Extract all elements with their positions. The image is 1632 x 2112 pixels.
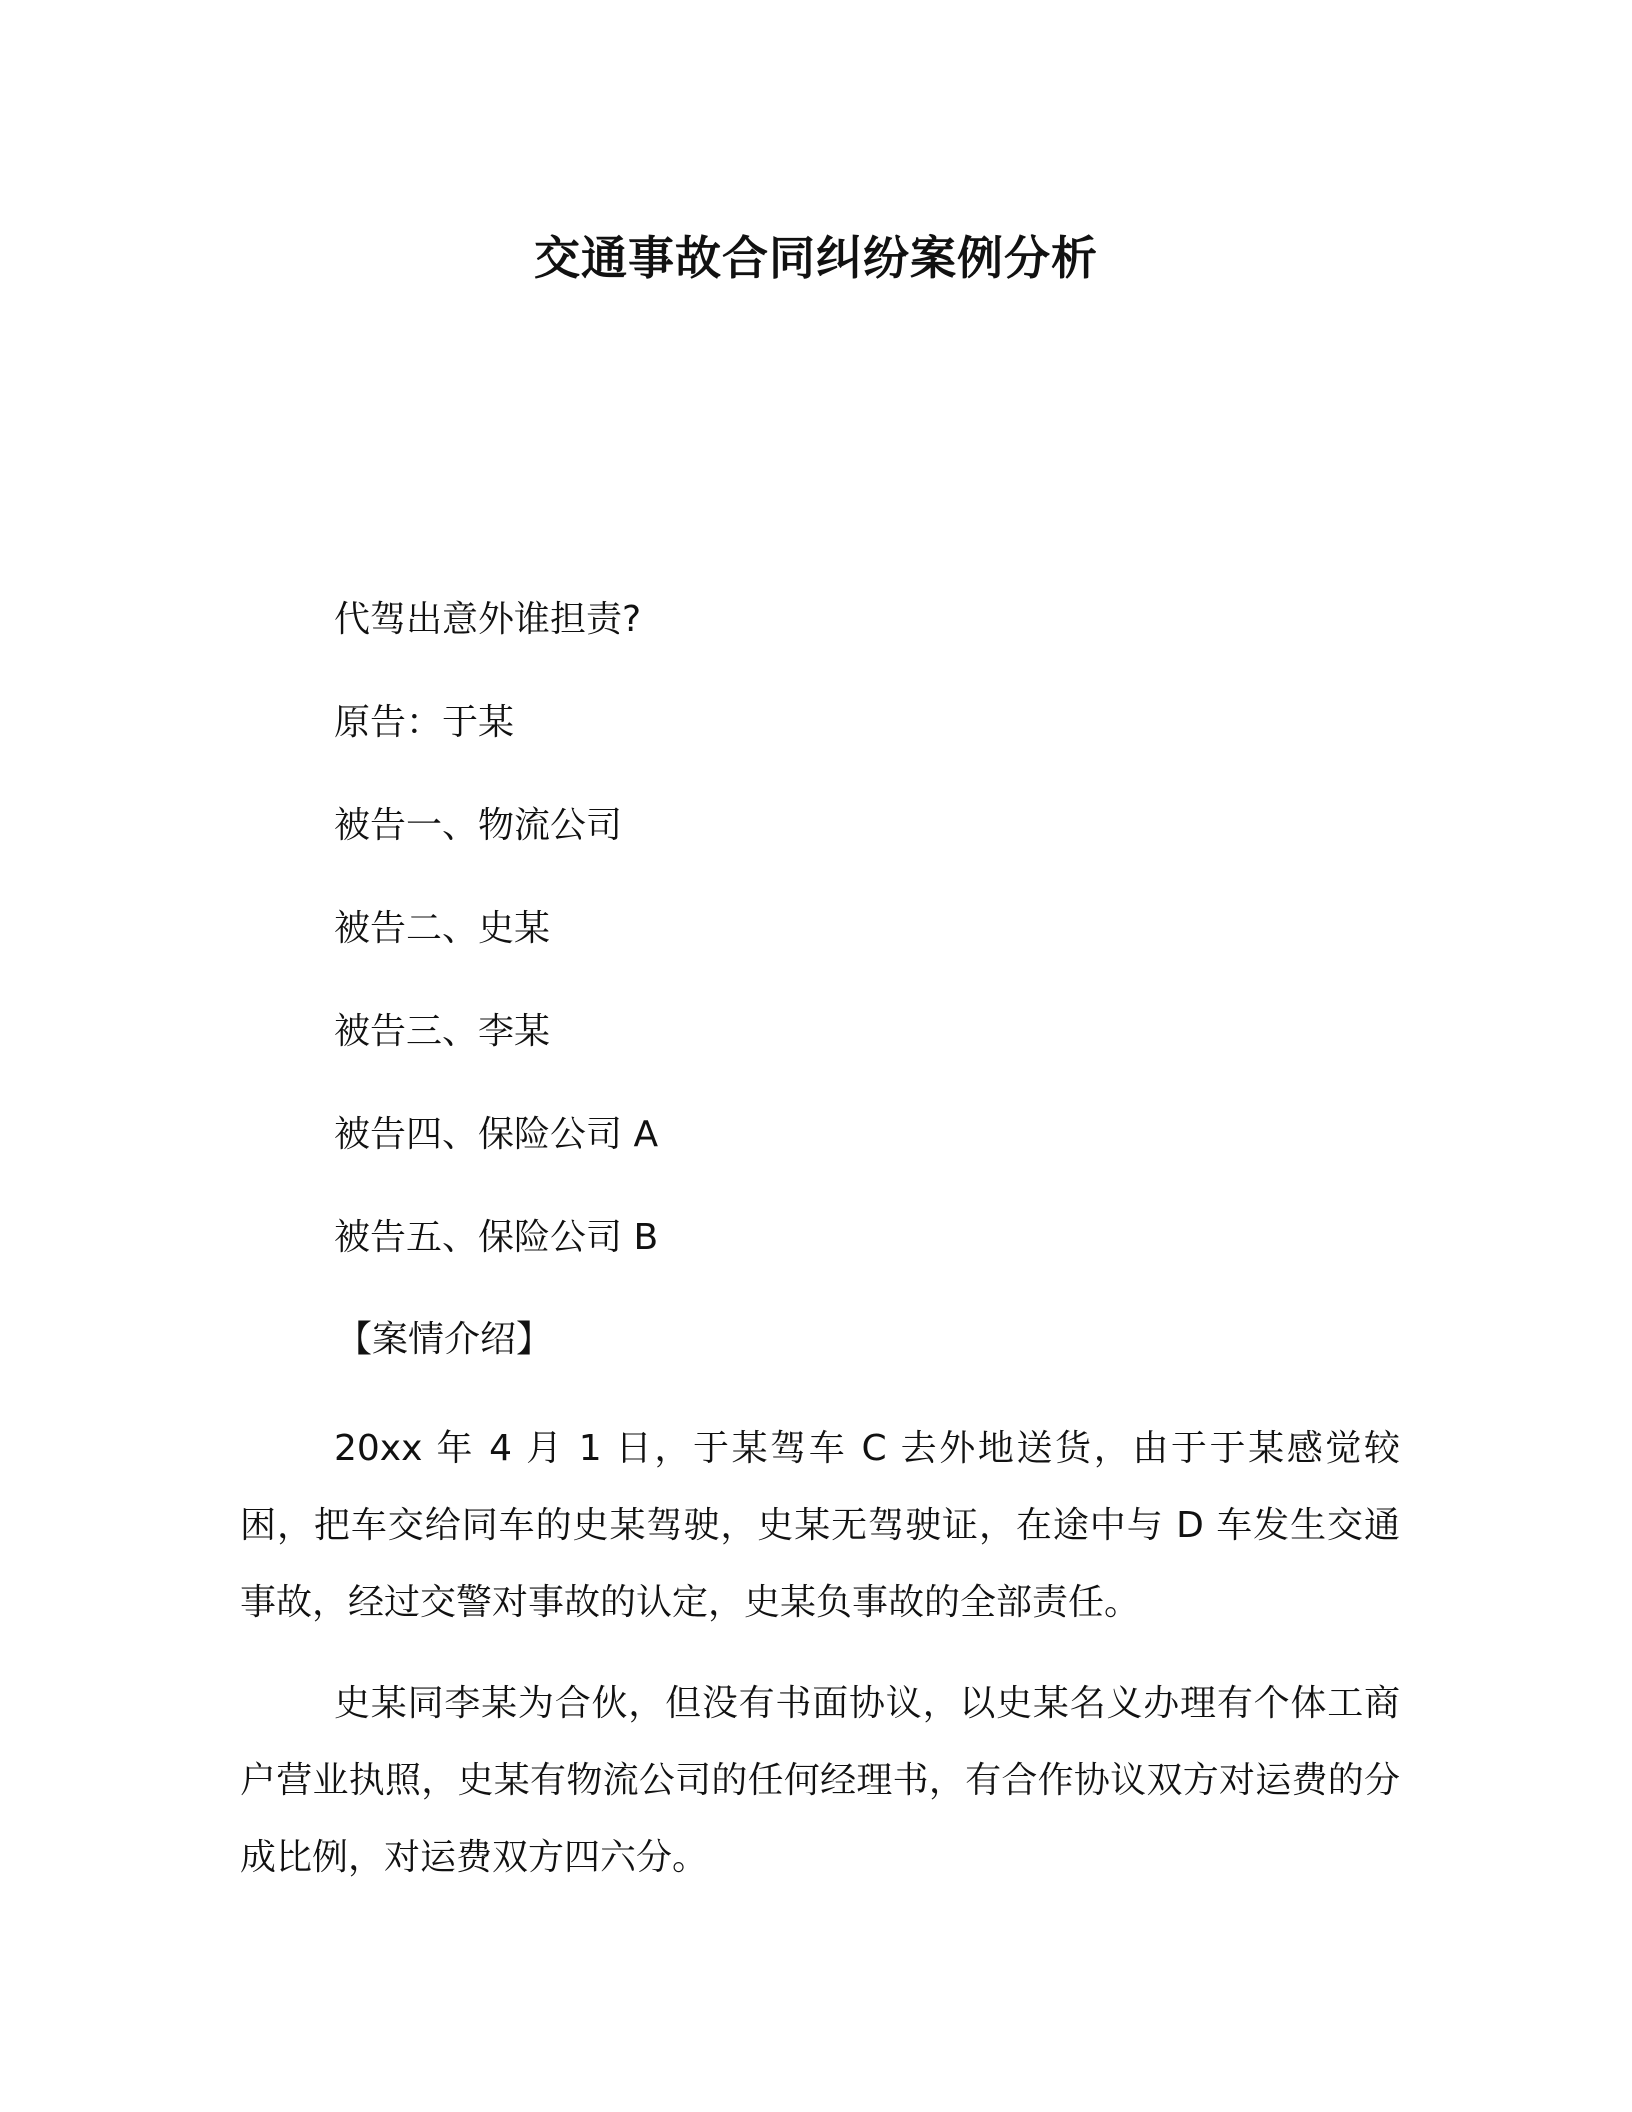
case-paragraph-2: 史某同李某为合伙，但没有书面协议，以史某名义办理有个体工商户营业执照，史某有物流公司的任何经理书，有合作协议双方对运费的分成比例，对运费双方四六分。	[240, 1683, 1400, 1878]
case-question: 代驾出意外谁担责?	[334, 599, 642, 640]
party-defendant-3: 被告三、李某	[334, 1011, 551, 1052]
party-defendant-1: 被告一、物流公司	[334, 805, 623, 846]
document-title: 交通事故合同纠纷案例分析	[534, 231, 1098, 285]
case-paragraph-1: 20xx 年 4 月 1 日，于某驾车 C 去外地送货，由于于某感觉较困，把车交给同车的史某驾驶，史某无驾驶证，在途中与 D 车发生交通事故，经过交警对事故的认定，史某负事故的全部责任。	[240, 1428, 1400, 1623]
party-defendant-4: 被告四、保险公司 A	[334, 1114, 659, 1155]
section-heading: 【案情介绍】	[336, 1319, 553, 1360]
party-defendant-5: 被告五、保险公司 B	[334, 1217, 659, 1258]
party-plaintiff: 原告：于某	[334, 702, 515, 743]
party-defendant-2: 被告二、史某	[334, 908, 551, 949]
